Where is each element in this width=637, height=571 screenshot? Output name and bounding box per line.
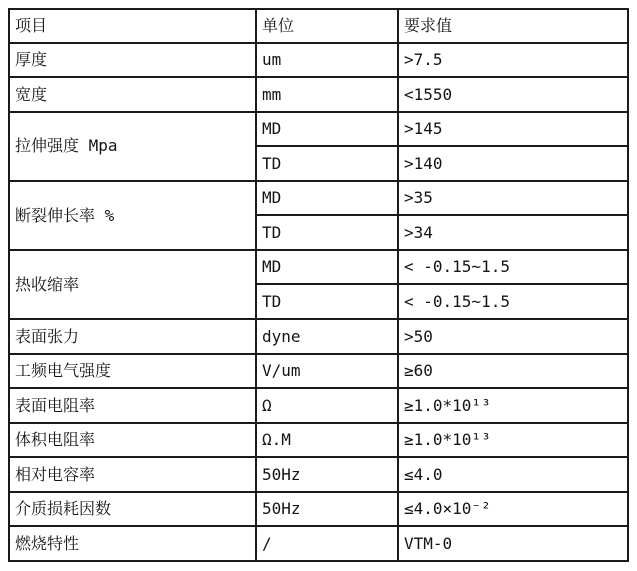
item-cell: 宽度: [9, 77, 256, 112]
item-cell: 介质损耗因数: [9, 492, 256, 527]
value-cell: >7.5: [398, 43, 628, 78]
value-cell: < -0.15~1.5: [398, 250, 628, 285]
item-cell: 厚度: [9, 43, 256, 78]
item-cell: 体积电阻率: [9, 423, 256, 458]
item-cell: 燃烧特性: [9, 526, 256, 561]
unit-cell: mm: [256, 77, 398, 112]
table-row: [9, 319, 628, 354]
unit-cell: dyne: [256, 319, 398, 354]
unit-cell: TD: [256, 146, 398, 181]
value-cell: >140: [398, 146, 628, 181]
table-row: [9, 492, 628, 527]
table-row: [9, 250, 628, 285]
item-cell: 相对电容率: [9, 457, 256, 492]
value-cell: ≥1.0*10¹³: [398, 388, 628, 423]
item-cell: 表面张力: [9, 319, 256, 354]
table-row: [9, 77, 628, 112]
table-row: [9, 388, 628, 423]
value-cell: >35: [398, 181, 628, 216]
value-cell: ≤4.0×10⁻²: [398, 492, 628, 527]
spec-table: [8, 8, 629, 562]
item-cell: 断裂伸长率 %: [9, 181, 256, 250]
value-cell: ≤4.0: [398, 457, 628, 492]
item-cell: 拉伸强度 Mpa: [9, 112, 256, 181]
unit-cell: um: [256, 43, 398, 78]
item-cell: 表面电阻率: [9, 388, 256, 423]
value-cell: ≥1.0*10¹³: [398, 423, 628, 458]
item-cell: 热收缩率: [9, 250, 256, 319]
table-row: [9, 43, 628, 78]
unit-cell: TD: [256, 284, 398, 319]
table-row: [9, 112, 628, 147]
unit-cell: MD: [256, 250, 398, 285]
table-row: [9, 181, 628, 216]
value-cell: < -0.15~1.5: [398, 284, 628, 319]
unit-cell: MD: [256, 112, 398, 147]
value-cell: >34: [398, 215, 628, 250]
unit-cell: TD: [256, 215, 398, 250]
header-item-cell: 项目: [9, 9, 256, 43]
value-cell: ≥60: [398, 354, 628, 389]
table-row: [9, 354, 628, 389]
table-header-row: [9, 9, 628, 43]
unit-cell: 50Hz: [256, 492, 398, 527]
unit-cell: V/um: [256, 354, 398, 389]
value-cell: >50: [398, 319, 628, 354]
unit-cell: 50Hz: [256, 457, 398, 492]
table-row: [9, 526, 628, 561]
header-value-cell: 要求值: [398, 9, 628, 43]
unit-cell: /: [256, 526, 398, 561]
unit-cell: MD: [256, 181, 398, 216]
item-cell: 工频电气强度: [9, 354, 256, 389]
value-cell: >145: [398, 112, 628, 147]
unit-cell: Ω.M: [256, 423, 398, 458]
unit-cell: Ω: [256, 388, 398, 423]
value-cell: <1550: [398, 77, 628, 112]
header-unit-cell: 单位: [256, 9, 398, 43]
table-row: [9, 423, 628, 458]
value-cell: VTM-0: [398, 526, 628, 561]
table-row: [9, 457, 628, 492]
